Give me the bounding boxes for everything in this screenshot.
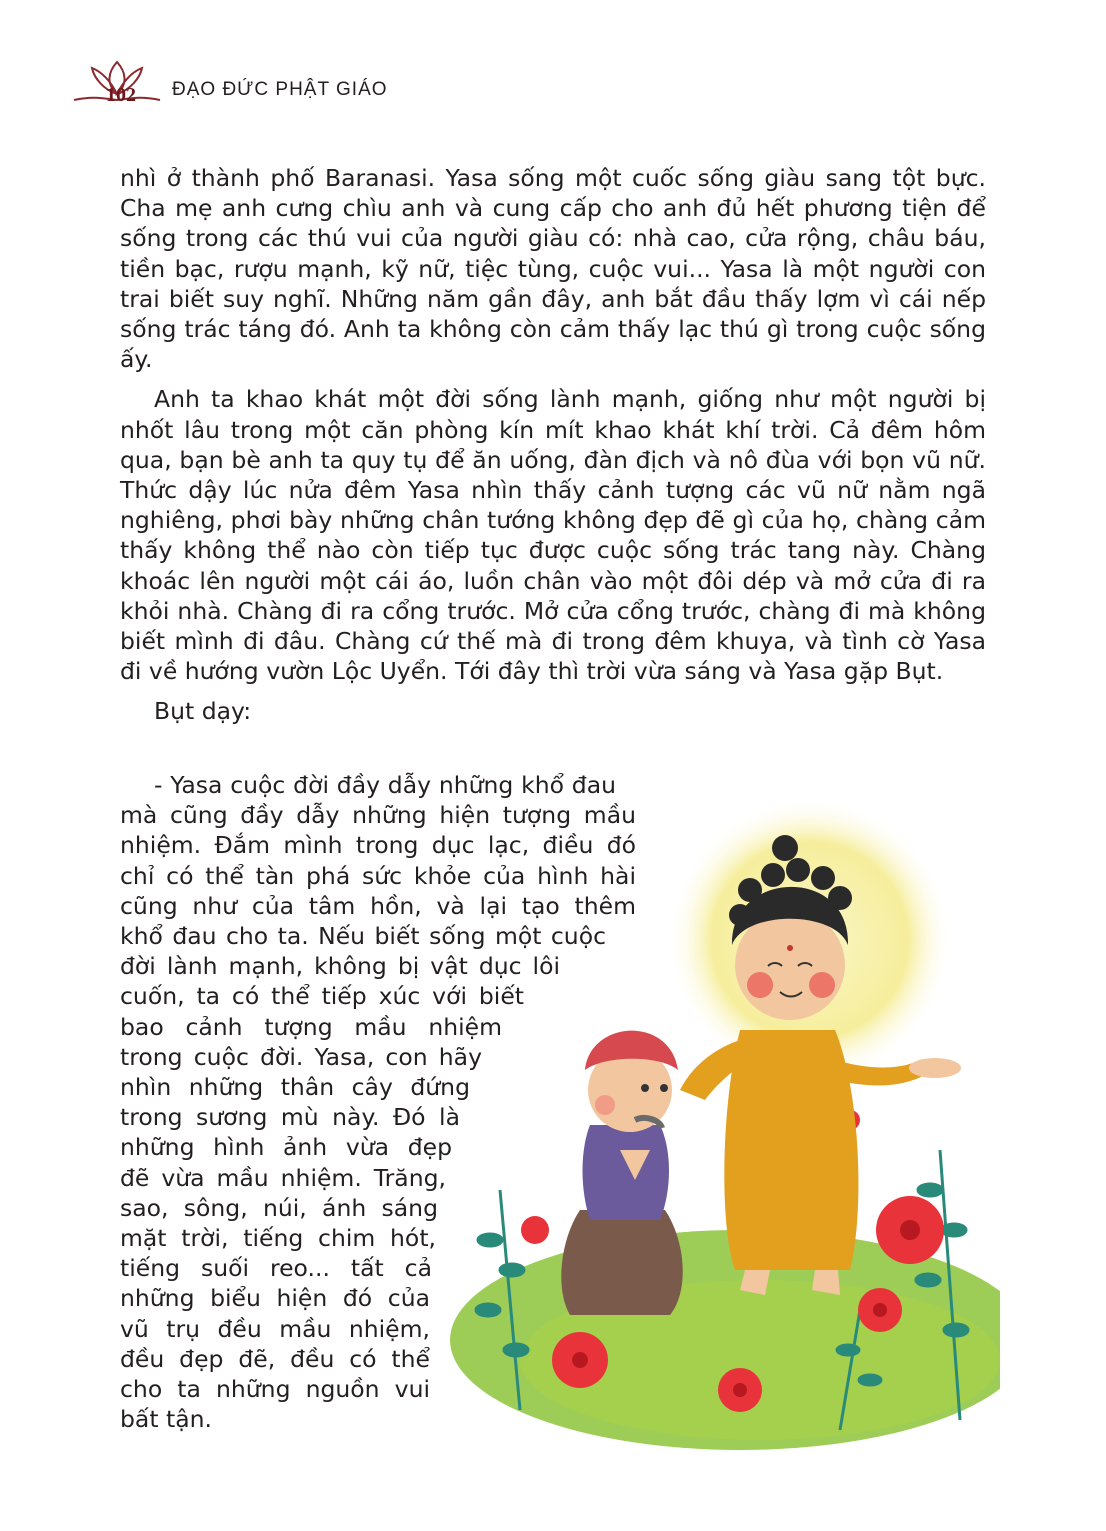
paragraph-1: nhì ở thành phố Baranasi. Yasa sống một cuốc sống giàu sang tột bực. Cha mẹ anh cưng chìu anh và cung cấp cho anh đủ hết phương tiện để sống trong các thú vui của người giàu có: nhà cao, cửa rộng, châu báu, tiền bạc, rượu mạnh, kỹ nữ, tiệc tùng, cuộc vui... Yasa là một người con trai biết suy nghĩ. Những năm gần đây, anh bắt đầu thấy lợm vì cái nếp sống trác táng đó. Anh ta không còn cảm thấy lạc thú gì trong cuộc sống ấy. [120,164,986,374]
quote-line: trong cuộc đời. Yasa, con hãy [120,1042,482,1071]
paragraph-3: Bụt dạy: [154,697,252,726]
page-number: 102 [106,84,136,106]
buddha-quote [120,770,650,1434]
quote-line: đời lành mạnh, không bị vật dục lôi [120,952,560,981]
quote-line: bất tận. [120,1405,212,1434]
quote-line: sao, sông, núi, ánh sáng [120,1193,438,1222]
quote-line: khổ đau cho ta. Nếu biết sống một cuộc [120,922,606,951]
quote-line: chỉ có thể tàn phá sức khỏe của hình hài [120,861,636,890]
quote-line: những biểu hiện đó của [120,1284,430,1313]
quote-line: đều đẹp đẽ, đều có thể [120,1344,430,1373]
quote-line: - Yasa cuộc đời đầy dẫy những khổ đau [154,771,616,799]
book-title: ĐẠO ĐỨC PHẬT GIÁO [172,79,388,100]
quote-line: mà cũng đầy dẫy những hiện tượng mầu [120,801,636,830]
quote-line: cuốn, ta có thể tiếp xúc với biết [120,982,524,1011]
quote-line: cho ta những nguồn vui [120,1375,430,1404]
quote-line: nhiệm. Đắm mình trong dục lạc, điều đó [120,831,636,860]
story-text [120,163,986,737]
quote-line: bao cảnh tượng mầu nhiệm [120,1012,502,1041]
quote-line: tiếng suối reo... tất cả [120,1254,432,1283]
quote-line: đẽ vừa mầu nhiệm. Trăng, [120,1163,446,1192]
quote-line: nhìn những thân cây đứng [120,1073,470,1102]
quote-line: những hình ảnh vừa đẹp [120,1133,452,1162]
quote-line: vũ trụ đều mầu nhiệm, [120,1314,430,1343]
paragraph-2: Anh ta khao khát một đời sống lành mạnh, giống như một người bị nhốt lâu trong một căn phòng kín mít khao khát khí trời. Cả đêm hôm qua, bạn bè anh ta quy tụ để ăn uống, đàn địch và nô đùa với bọn vũ nữ. Thức dậy lúc nửa đêm Yasa nhìn thấy cảnh tượng các vũ nữ nằm ngã nghiêng, phơi bày những chân tướng không đẹp đẽ gì của họ, chàng cảm thấy không thể nào còn tiếp tục được cuộc sống trác tang này. Chàng khoác lên người một cái áo, luồn chân vào một đôi dép và mở cửa đi ra khỏi nhà. Chàng đi ra cổng trước. Mở cửa cổng trước, chàng đi mà không biết mình đi đâu. Chàng cứ thế mà đi trong đêm khuya, và tình cờ Yasa đi về hướng vườn Lộc Uyển. Tới đây thì trời vừa sáng và Yasa gặp Bụt. [120,385,986,686]
quote-line: cũng như của tâm hồn, và lại tạo thêm [120,891,636,920]
page-header [0,0,1106,140]
quote-line: mặt trời, tiếng chim hót, [120,1224,436,1253]
quote-line: trong sương mù này. Đó là [120,1103,460,1132]
